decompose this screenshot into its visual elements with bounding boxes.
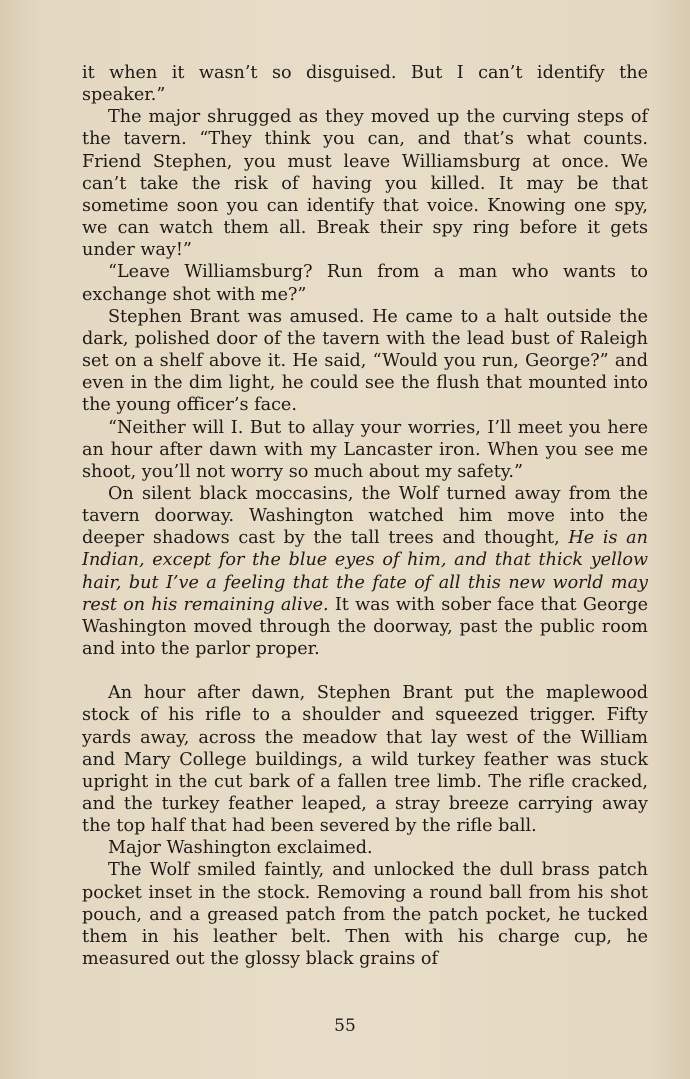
- paragraph-text: The major shrugged as they moved up the curving steps of the tavern. “They think you can, and that’s what counts. Friend Stephen, you must leave Williamsburg at once. We can’t take the risk of having you killed. It may be that sometime soon you can identify that voice. Knowing one spy, we can watch them all. Break their spy ring before it gets under way!”: [82, 107, 648, 261]
- paragraph-text: “Neither will I. But to allay your worries, I’ll meet you here an hour after dawn with my Lancaster iron. When you see me shoot, you’ll not worry so much about my safety.”: [82, 417, 648, 482]
- paragraph: [82, 837, 648, 859]
- paragraph: [82, 483, 648, 660]
- paragraph-text: An hour after dawn, Stephen Brant put the maplewood stock of his rifle to a shoulder and squeezed trigger. Fifty yards away, across the meadow that lay west of the William and Mary College buildings, a wild turkey feather was stuck upright in the cut bark of a fallen tree limb. The rifle cracked, and the turkey feather leaped, a stray breeze carrying away the top half that had been severed by the rifle ball.: [82, 683, 648, 837]
- paragraph: [82, 106, 648, 261]
- paragraph-text: Major Washington exclaimed.: [108, 838, 373, 859]
- paragraph: [82, 417, 648, 483]
- paragraph: [82, 306, 648, 417]
- paragraph-text: “Leave Williamsburg? Run from a man who wants to exchange shot with me?”: [82, 262, 648, 305]
- paragraph: [82, 261, 648, 305]
- paragraph-text: it when it wasn’t so disguised. But I can’t identify the speaker.”: [82, 63, 648, 106]
- body-text: [82, 62, 648, 970]
- italic-text: He is an Indian, except for the blue eyes of him, and that thick yellow hair, but I’ve a feeling that the fate of all this new world may rest on his remaining alive.: [82, 528, 648, 615]
- paragraph: [82, 62, 648, 106]
- paragraph-text: Stephen Brant was amused. He came to a halt outside the dark, polished door of the tavern with the lead bust of Raleigh set on a shelf above it. He said, “Would you run, George?” and even in the dim light, he could see the flush that mounted into the young officer’s face.: [82, 306, 648, 416]
- page-number: 55: [334, 1016, 356, 1036]
- paragraph-text: On silent black moccasins, the Wolf turned away from the tavern doorway. Washington watched him move into the deeper shadows cast by the tall trees and thought,: [82, 483, 648, 549]
- paragraph: [82, 682, 648, 837]
- paragraph-text: It was with sober face that George Washington moved through the doorway, past the public room and into the parlor proper.: [82, 594, 648, 660]
- paragraph: [82, 859, 648, 970]
- paragraph-text: The Wolf smiled faintly, and unlocked the dull brass patch pocket inset in the stock. Removing a round ball from his shot pouch, and a greased patch from the patch pocket, he tucked them in his leather belt. Then with his charge cup, he measured out the glossy black grains of: [82, 860, 648, 970]
